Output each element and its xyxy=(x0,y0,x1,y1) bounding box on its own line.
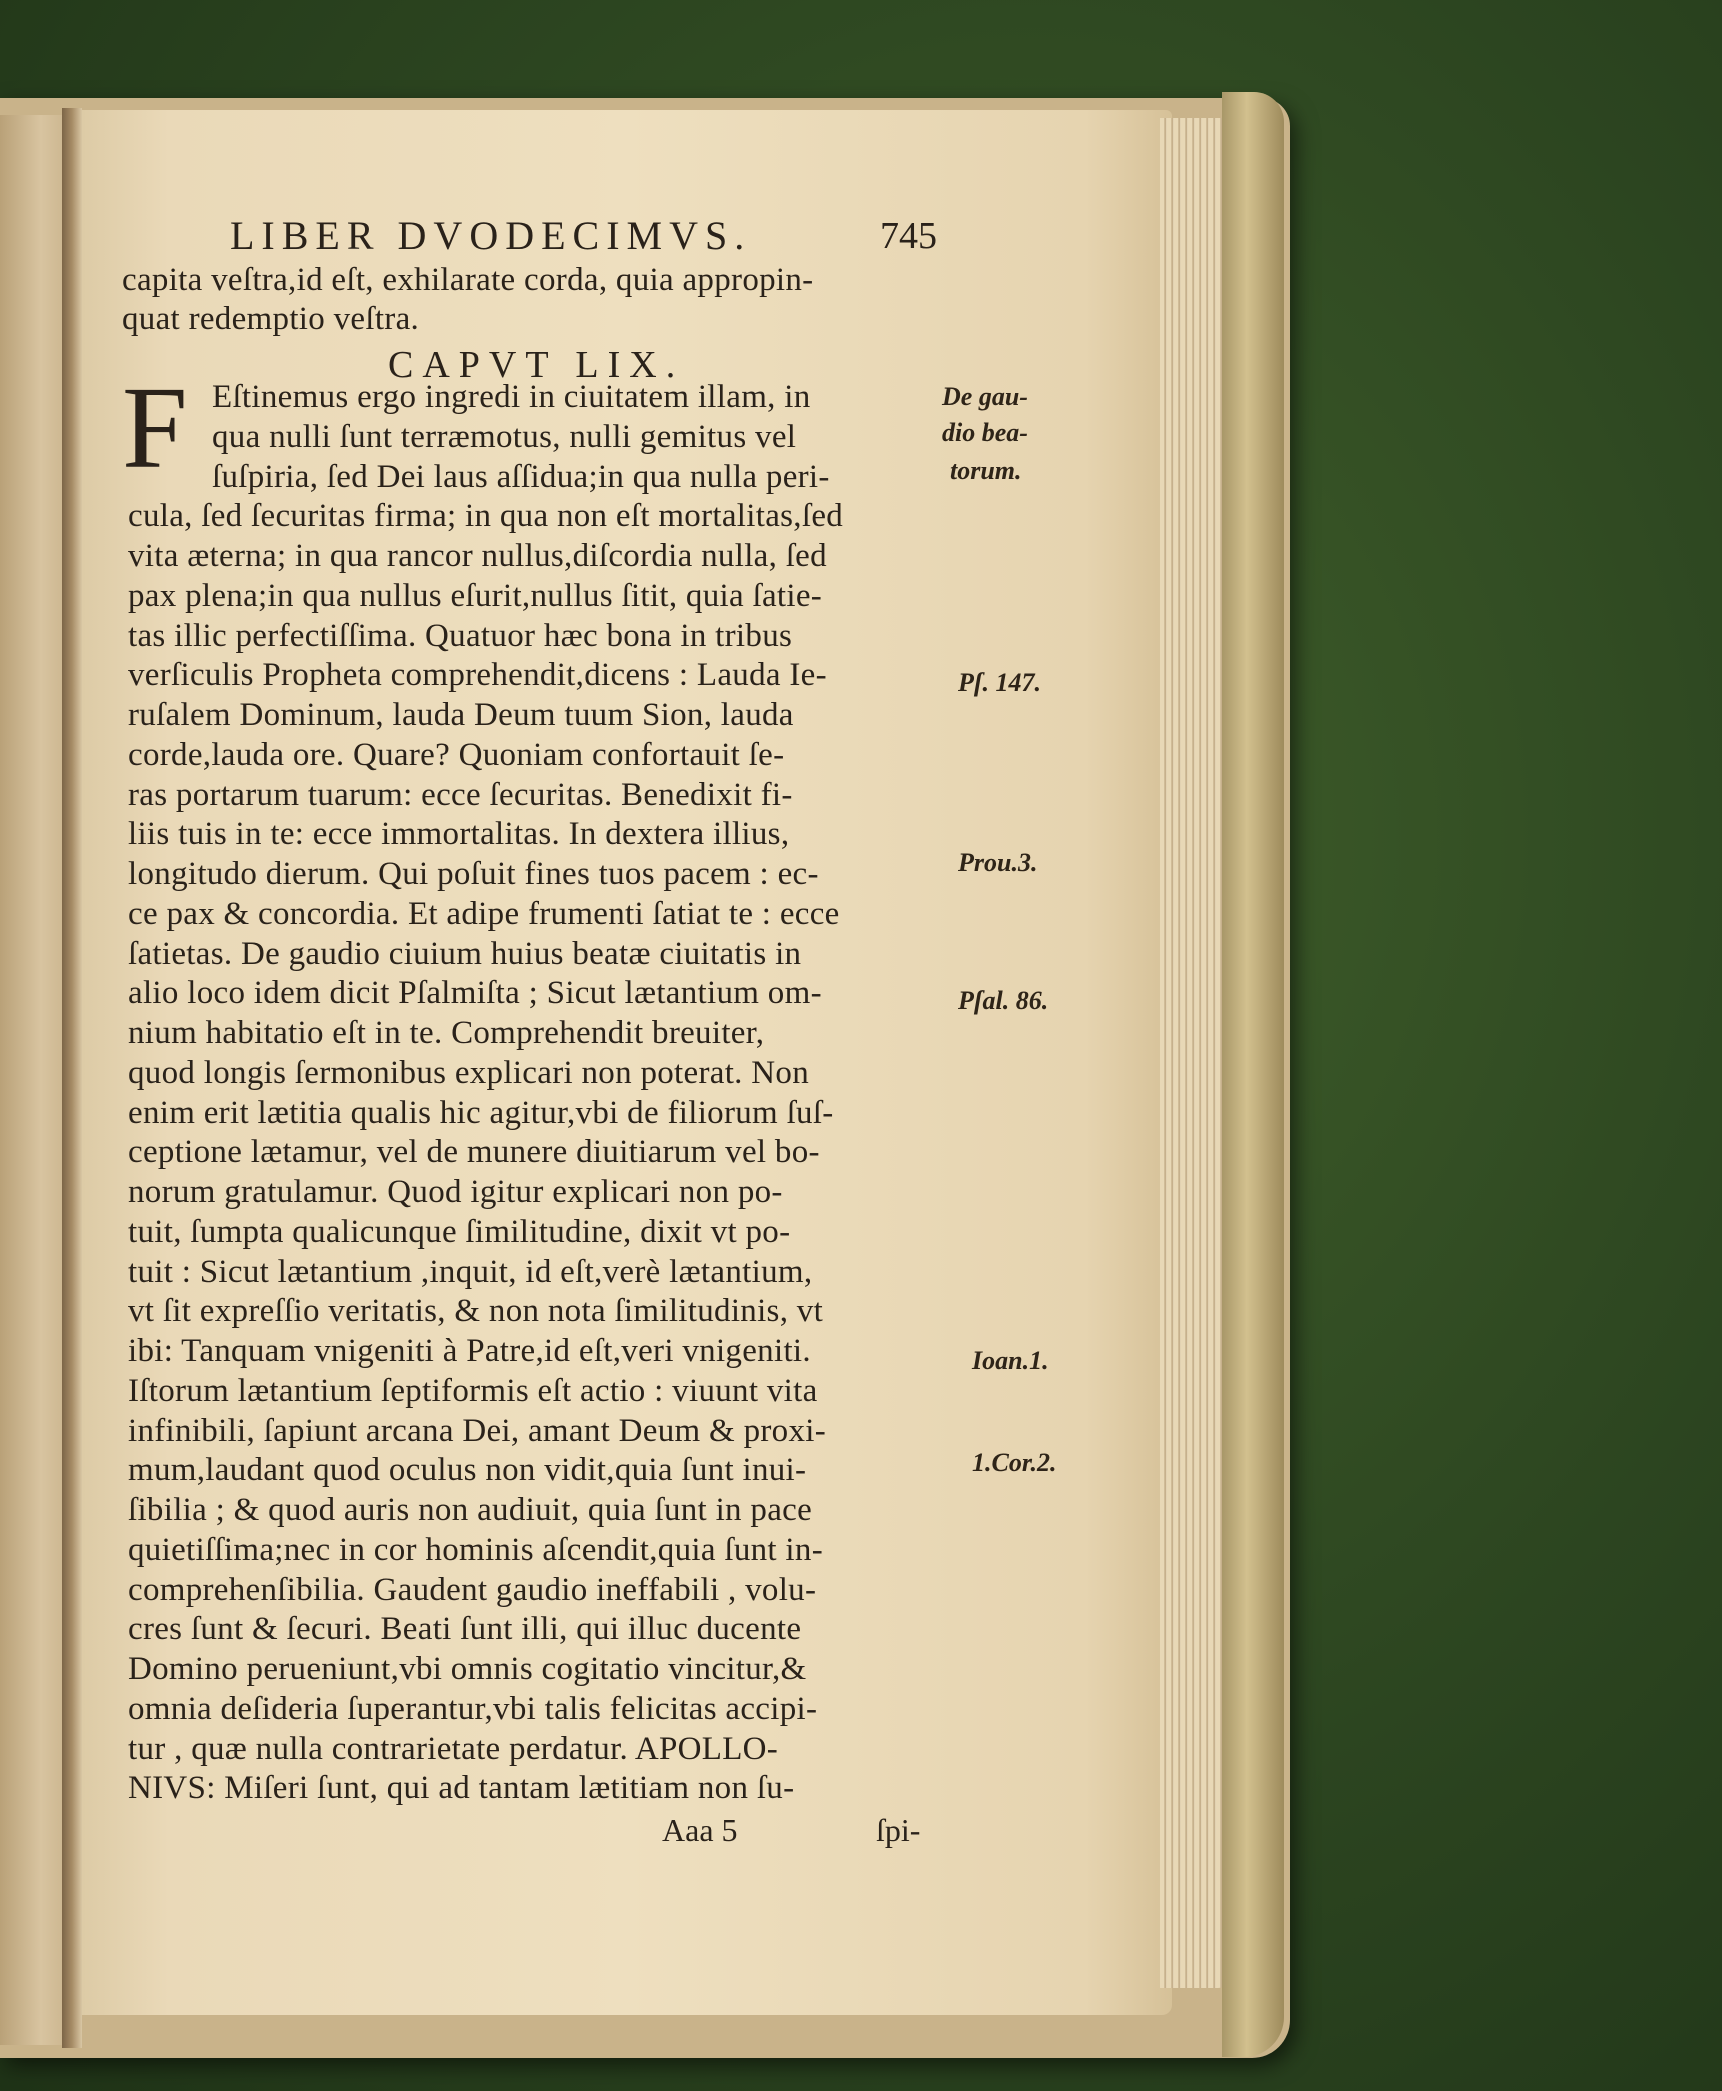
text-line: infinibili, ſapiunt arcana Dei, amant Deum & proxi- xyxy=(128,1413,827,1449)
text-line: capita veſtra,id eſt, exhilarate corda, quia appropin- xyxy=(122,262,814,298)
chapter-heading: CAPVT LIX. xyxy=(388,344,685,386)
text-line: vt ſit expreſſio veritatis, & non nota ſimilitudinis, vt xyxy=(128,1293,824,1329)
text-line: tuit : Sicut lætantium ,inquit, id eſt,verè lætantium, xyxy=(128,1254,813,1290)
text-line: quietiſſima;nec in cor hominis aſcendit,quia ſunt in- xyxy=(128,1532,823,1568)
page-edges xyxy=(1160,118,1230,1988)
text-line: omnia deſideria ſuperantur,vbi talis felicitas accipi- xyxy=(128,1691,818,1727)
text-line: ſibilia ; & quod auris non audiuit, quia ſunt in pace xyxy=(128,1492,813,1528)
margin-note: Prou.3. xyxy=(958,848,1038,877)
margin-note: Ioan.1. xyxy=(972,1346,1049,1375)
left-page-edge xyxy=(0,115,68,2045)
page-number: 745 xyxy=(880,215,937,257)
margin-note: Pſal. 86. xyxy=(958,986,1049,1015)
text-line: ibi: Tanquam vnigeniti à Patre,id eſt,veri vnigeniti. xyxy=(128,1333,811,1369)
text-line: mum,laudant quod oculus non vidit,quia ſunt inui- xyxy=(128,1452,807,1488)
text-line: tas illic perfectiſſima. Quatuor hæc bona in tribus xyxy=(128,618,793,654)
text-line: Domino perueniunt,vbi omnis cogitatio vincitur,& xyxy=(128,1651,807,1687)
text-line: comprehenſibilia. Gaudent gaudio ineffabili , volu- xyxy=(128,1572,817,1608)
text-line: cula, ſed ſecuritas firma; in qua non eſt mortalitas,ſed xyxy=(128,498,844,534)
gutter xyxy=(62,108,82,2048)
text-line: ceptione lætamur, vel de munere diuitiarum vel bo- xyxy=(128,1134,820,1170)
text-line: quod longis ſermonibus explicari non poterat. Non xyxy=(128,1055,809,1091)
text-line: verſiculis Propheta comprehendit,dicens : Lauda Ie- xyxy=(128,657,827,693)
text-line: vita æterna; in qua rancor nullus,diſcordia nulla, ſed xyxy=(128,538,827,574)
text-line: qua nulli ſunt terræmotus, nulli gemitus vel xyxy=(212,419,797,455)
margin-note: De gau- xyxy=(942,382,1028,411)
text-line: nium habitatio eſt in te. Comprehendit breuiter, xyxy=(128,1015,765,1051)
margin-note: torum. xyxy=(950,456,1022,485)
text-line: quat redemptio veſtra. xyxy=(122,301,420,337)
cover-edge xyxy=(1222,92,1284,2057)
text-line: corde,lauda ore. Quare? Quoniam confortauit ſe- xyxy=(128,737,785,773)
text-line: cres ſunt & ſecuri. Beati ſunt illi, qui illuc ducente xyxy=(128,1611,802,1647)
text-line: liis tuis in te: ecce immortalitas. In dextera illius, xyxy=(128,816,790,852)
text-line: NIVS: Miſeri ſunt, qui ad tantam lætitiam non ſu- xyxy=(128,1770,795,1806)
text-line: ſuſpiria, ſed Dei laus aſſidua;in qua nulla peri- xyxy=(212,459,830,495)
margin-note: dio bea- xyxy=(942,418,1028,447)
text-line: Iſtorum lætantium ſeptiformis eſt actio : viuunt vita xyxy=(128,1373,818,1409)
text-line: ce pax & concordia. Et adipe frumenti ſatiat te : ecce xyxy=(128,896,840,932)
text-line: norum gratulamur. Quod igitur explicari non po- xyxy=(128,1174,783,1210)
text-line: longitudo dierum. Qui poſuit fines tuos pacem : ec- xyxy=(128,856,819,892)
text-line: Eſtinemus ergo ingredi in ciuitatem illam, in xyxy=(212,379,811,415)
text-line: enim erit lætitia qualis hic agitur,vbi de filiorum ſuſ- xyxy=(128,1095,834,1131)
text-line: tur , quæ nulla contrarietate perdatur. APOLLO- xyxy=(128,1731,779,1767)
catchword: ſpi- xyxy=(876,1812,921,1848)
margin-note: Pſ. 147. xyxy=(958,668,1042,697)
text-line: pax plena;in qua nullus eſurit,nullus ſitit, quia ſatie- xyxy=(128,578,823,614)
text-line: alio loco idem dicit Pſalmiſta ; Sicut lætantium om- xyxy=(128,975,822,1011)
text-line: ruſalem Dominum, lauda Deum tuum Sion, lauda xyxy=(128,697,794,733)
text-line: ſatietas. De gaudio ciuium huius beatæ ciuitatis in xyxy=(128,936,802,972)
running-head: LIBER DVODECIMVS. xyxy=(230,213,752,258)
drop-cap: F xyxy=(122,362,188,493)
text-line: tuit, ſumpta qualicunque ſimilitudine, dixit vt po- xyxy=(128,1214,791,1250)
signature-mark: Aaa 5 xyxy=(662,1812,738,1848)
margin-note: 1.Cor.2. xyxy=(972,1448,1057,1477)
text-line: ras portarum tuarum: ecce ſecuritas. Benedixit fi- xyxy=(128,777,793,813)
